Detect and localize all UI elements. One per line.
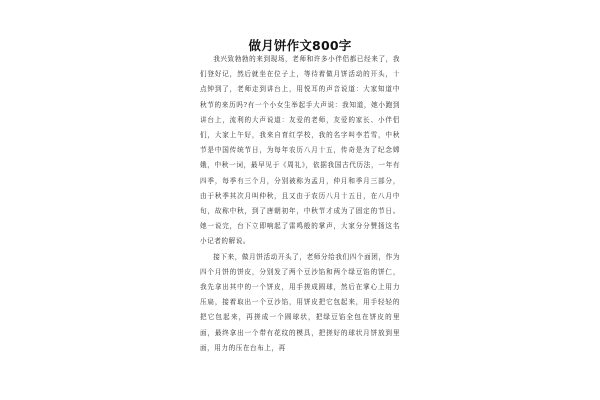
document-body xyxy=(200,52,400,356)
paragraph-2: 接下来，做月饼活动开头了，老师分给我们四个面团，作为四个月饼的饼皮，分别发了两个豆沙馅和两个绿豆馅的饼仁，我先拿出其中的一个饼皮，用手搓成圆球，然后在掌心上用力压扁，接着取出一个豆沙馅，用饼皮把它包起来，用手轻轻的把它包起来，再搓成一个圆球状，把绿豆馅全包在饼皮的里面，最终拿出一个带有花纹的模具，把搓好的球状月饼放到里面，用力的压在台布上，再 xyxy=(200,252,400,352)
document-title: 做月饼作文800字 xyxy=(248,38,352,53)
paragraph-1: 我兴致勃勃的来到现场，老师和许多小伴侣都已经来了，我们登好记，然后就坐在位子上，等待着做月饼活动的开头，十点钟到了，老师走到讲台上，用悦耳的声音说道：大家知道中秋节的来历吗?有一个小女生举起手大声说：我知道，她小跑到讲台上，流利的大声说道：友爱的老师，友爱的家长、小伴侣们，大家上午好，我来自育红学校，我的名字叫李若雪，中秋节是中国传统节日，为每年农历八月十五，传奇是为了纪念嫦娥，中秋一词，最早见于《周礼》，依据我国古代历法，一年有四季，每季有三个月，分别被称为孟月，仲月和季月三部分，由于秋季其次月叫仲秋，且又由于农历八月十五日，在八月中旬，故称中秋，到了唐朝初年，中秋节才成为了固定的节日。她一说完，台下立即响起了雷鸣般的掌声，大家分分赞扬这名小记者的解说。 xyxy=(200,55,400,246)
